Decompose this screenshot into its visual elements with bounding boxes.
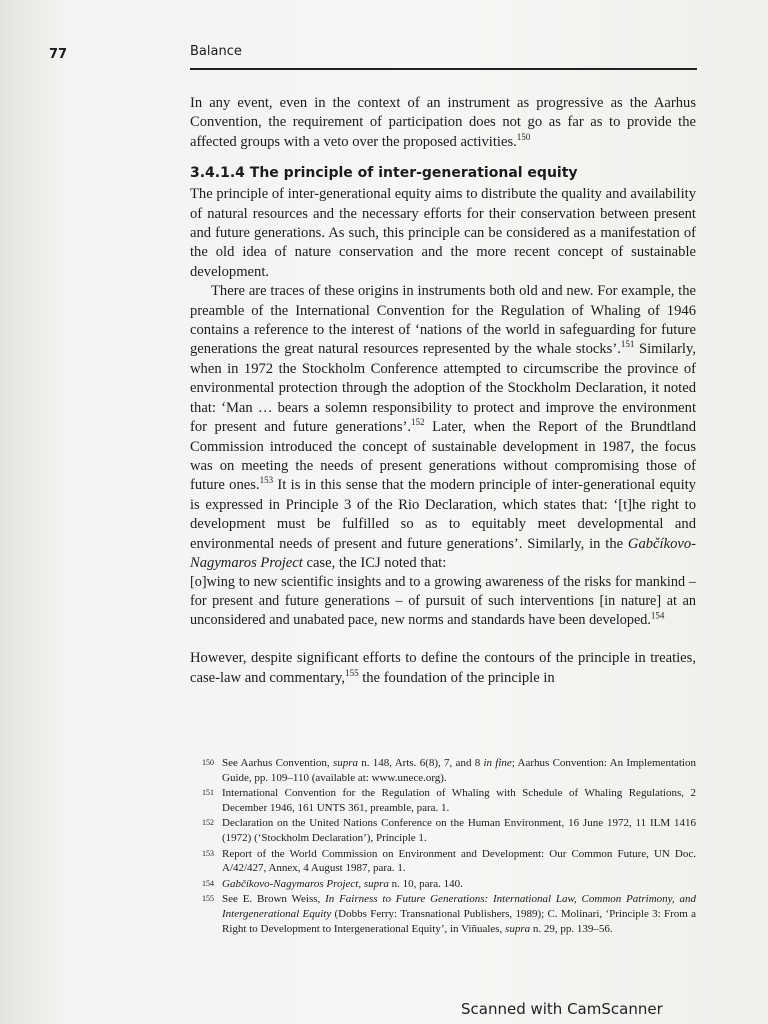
text-run: There are traces of these origins in instruments both old and new. For example, the preamble of the International Convention for the Regulation of Whaling of 1946 contains a reference to the interest of ‘nations of the world in safeguarding for future generations the great natural resources represented by the whale stocks’. <box>190 283 696 358</box>
paragraph-principle-definition <box>190 185 696 282</box>
text-run: Later, when the Report of the Brundtland Commission introduced the concept of sustainable development in 1987, the focus was on meeting the needs of present generations without compromising those of future ones. <box>190 419 696 494</box>
text-run: the foundation of the principle in <box>358 669 555 686</box>
main-text <box>190 94 696 688</box>
footnote-151 <box>202 786 696 816</box>
footnote-text <box>222 816 696 846</box>
text-run: International Convention for the Regulation of Whaling with Schedule of Whaling Regulations, 2 December 1946, 161 UNTS 361, preamble, para. 1. <box>222 787 696 814</box>
footnote-text <box>222 892 696 936</box>
footnote-154 <box>202 877 696 892</box>
paragraph-origins <box>190 282 696 573</box>
text-run: The principle of inter-generational equity aims to distribute the quality and availability of natural resources and the necessary efforts for their conservation between present and future generations. As such, this principle can be considered as a manifestation of the old idea of nature conservation and the more recent concept of sustainable development. <box>190 186 696 280</box>
footnote-text <box>222 877 696 892</box>
scanner-watermark: Scanned with CamScanner <box>461 1000 663 1018</box>
italic-text: supra <box>505 922 531 935</box>
footnote-number: 154 <box>202 878 214 888</box>
footnote-155 <box>202 892 696 936</box>
italic-text: in fine <box>483 757 512 769</box>
footnote-ref: 150 <box>516 131 531 142</box>
text-run: case, the ICJ noted that: <box>302 554 447 571</box>
text-run: See E. Brown Weiss, <box>222 893 326 906</box>
footnote-ref: 154 <box>650 610 665 621</box>
text-run: Declaration on the United Nations Conference on the Human Environment, 16 June 1972, 11 ILM 1416 (1972) (‘Stockholm Declaration’), Principle 1. <box>222 817 696 845</box>
italic-text: In Fairness to Future Generations: International Law, Common Patrimony, and Intergenerational Equity <box>222 893 696 920</box>
footnote-text <box>222 756 696 786</box>
section-heading: 3.4.1.4 The principle of inter-generational equity <box>190 165 578 182</box>
running-head: Balance <box>190 44 242 59</box>
footnote-text <box>222 847 696 877</box>
page-number: 77 <box>49 47 68 62</box>
text-run: (Dobbs Ferry: Transnational Publishers, 1989); C. Molinari, ‘Principle 3: From a Right to Development to Intergenerational Equity’, in Viñuales, <box>222 907 697 935</box>
text-run: See Aarhus Convention, <box>222 757 333 769</box>
text-run: n. 29, pp. 139–56. <box>530 922 613 935</box>
footnote-number: 155 <box>202 894 214 904</box>
footnote-ref: 155 <box>345 667 359 678</box>
italic-text: Gabčíkovo-Nagymaros Project, supra <box>222 877 389 890</box>
text-run: [o]wing to new scientific insights and to a growing awareness of the risks for mankind – for present and future generations – of pursuit of such interventions [in nature] at an unconsidered and unabated pace, new norms and standards have been developed. <box>190 574 696 629</box>
footnote-number: 153 <box>202 848 214 858</box>
footnotes <box>202 756 696 937</box>
text-run: Similarly, when in 1972 the Stockholm Conference attempted to circumscribe the province of environmental protection through the adoption of the Stockholm Declaration, it noted that: ‘Man … bears a solemn responsibility to protect and improve the environment for present and future generations’. <box>190 341 696 436</box>
text-run: Report of the World Commission on Environment and Development: Our Common Future, UN Doc. A/42/427, Annex, 4 August 1987, para. 1. <box>222 847 696 875</box>
text-run: n. 10, para. 140. <box>388 877 463 890</box>
italic-text: Gabčíkovo-Nagymaros Project <box>190 535 696 571</box>
footnote-number: 151 <box>202 788 214 798</box>
text-run: n. 148, Arts. 6(8), 7, and 8 <box>358 757 484 769</box>
footnote-150 <box>202 756 696 786</box>
footnote-text <box>222 786 696 816</box>
footnote-number: 150 <box>202 758 214 767</box>
footnote-ref: 153 <box>259 475 274 486</box>
footnote-152 <box>202 816 696 846</box>
footnote-ref: 152 <box>411 417 425 428</box>
text-run: In any event, even in the context of an instrument as progressive as the Aarhus Convention, the requirement of participation does not go as far as to provide the affected groups with a veto over the proposed activities. <box>190 95 696 150</box>
footnote-ref: 151 <box>620 339 635 350</box>
footnote-number: 152 <box>202 818 214 828</box>
italic-text: supra <box>332 757 359 769</box>
paragraph-however <box>190 649 696 688</box>
text-run: It is in this sense that the modern principle of inter-generational equity is expressed in Principle 3 of the Rio Declaration, which states that: ‘[t]he right to development must be fulfilled so as to equitably meet developmental and environmental needs of present and future generations’. Similarly, in the <box>190 477 696 552</box>
footnote-153 <box>202 847 696 877</box>
text-run: However, despite significant efforts to define the contours of the principle in treaties, case-law and commentary, <box>190 650 696 686</box>
header-rule <box>190 68 697 70</box>
block-quote-icj <box>190 573 696 630</box>
text-run: ; Aarhus Convention: An Implementation Guide, pp. 109–110 (available at: www.unece.org). <box>222 757 696 784</box>
paragraph-intro <box>190 94 696 152</box>
